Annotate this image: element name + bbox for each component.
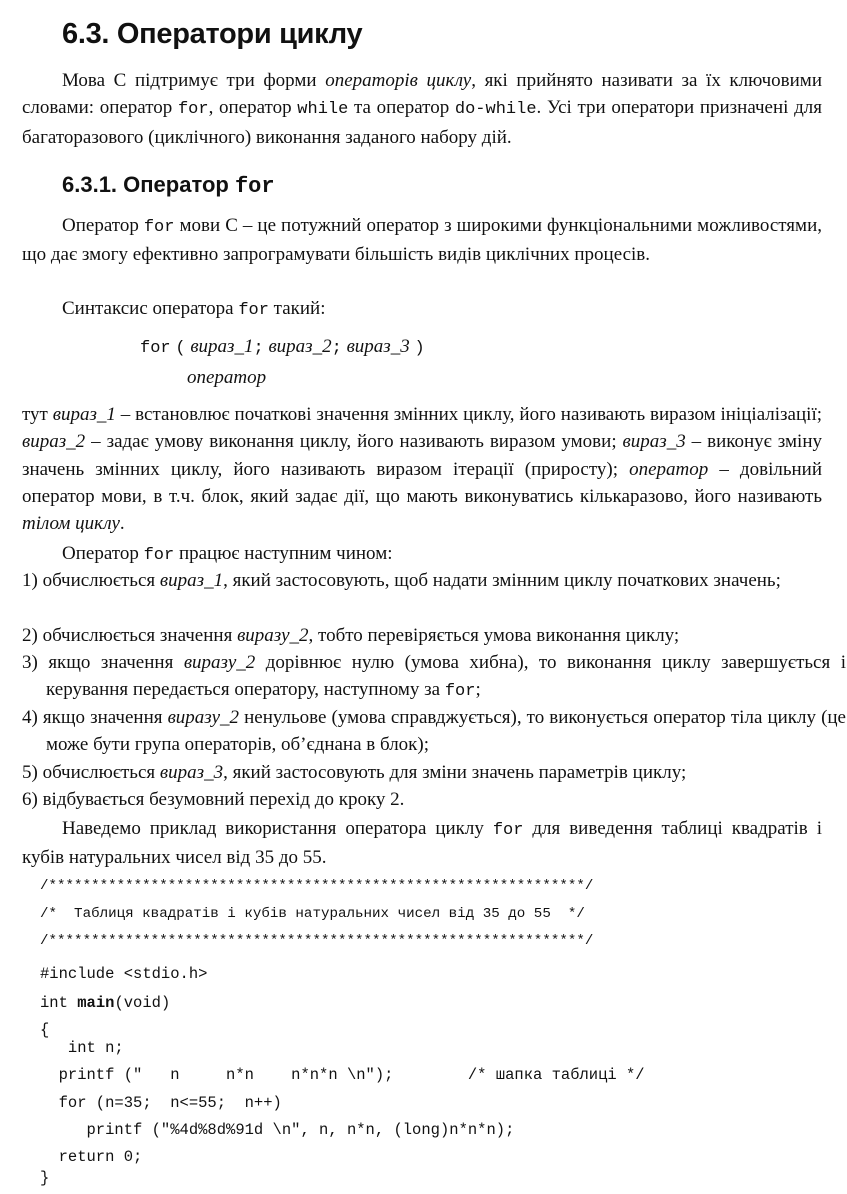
para4-text-2: працює наступним чином: [174,543,393,564]
para-example-intro [22,815,822,872]
step-2-text-a: 2) обчислюється значення [22,625,238,646]
para4-code-for: for [143,546,175,565]
para3-text-3: – задає умову виконання циклу, його називають виразом умови; [85,431,623,453]
step-3-code-for: for [444,682,476,702]
intro-code-for: for [177,100,209,120]
step-4-expr: виразу_2 [167,707,240,728]
syntax-close-paren: ) [414,339,425,358]
step-3-text-d: ; [475,679,481,701]
para5-text-2: для виведення таблиці квадратів і кубів натуральних чисел від 35 до 55. [22,818,822,869]
para3-text-2: – встановлює початкові значення змінних циклу, його називають виразом ініціалізації; [115,404,822,425]
para5-code-for: for [492,821,524,840]
para3-expr-2: вираз_2 [22,431,86,453]
step-5-text-b: , який застосовують для зміни значень параметрів циклу; [223,762,687,783]
step-4 [22,704,846,759]
step-5-text-a: 5) обчислюється [22,762,160,783]
code-return: return 0; [40,1148,143,1166]
para3-loop-body: тілом циклу [22,513,120,535]
para2-code-for: for [238,301,269,320]
para3-operator: оператор [629,458,709,480]
syntax-expr-2: вираз_2 [268,336,332,357]
subsection-title [62,172,275,199]
para2-text-2: такий: [268,298,326,319]
syntax-line [140,333,425,362]
step-5-expr: вираз_3 [159,762,224,783]
step-1-expr: вираз_1 [159,570,224,591]
code-printf-call: printf (" n n*n n*n*n \n"); [40,1066,394,1084]
code-comment-border-bottom: /***************************************************************/ [40,933,594,949]
para3-text-6: . [119,513,125,535]
step-6-text-a: 6) відбувається безумовний перехід до кроку 2. [22,789,405,810]
intro-text-3: , оператор [208,97,298,119]
code-main-params: (void) [114,994,171,1012]
syntax-body: оператор [187,367,267,388]
step-4-text-b: ненульове (умова справджується), то виконується оператор тіла циклу (це може бути група операторів, об’єднана в блок); [46,707,846,756]
para4-text-1: Оператор [62,543,144,564]
code-main-line [40,990,170,1017]
step-1 [22,567,846,594]
intro-code-do-while: do-while [454,100,537,120]
syntax-expr-3: вираз_3 [346,336,410,357]
para3-expr-3: вираз_3 [622,431,686,453]
intro-term: операторів циклу [325,70,472,91]
code-printf-header [40,1062,645,1089]
intro-paragraph [22,67,822,151]
syntax-open-paren: ( [175,339,186,358]
code-comment-title: /* Таблиця квадратів і кубів натуральних чисел від 35 до 55 */ [40,906,585,922]
para-for-description [22,212,822,269]
code-printf-comment: /* шапка таблиці */ [393,1066,645,1084]
step-5 [22,759,846,786]
syntax-keyword: for [140,339,171,358]
para5-text-1: Наведемо приклад використання оператора циклу [62,818,493,839]
code-brace-close: } [40,1169,50,1187]
code-comment-border-top: /***************************************************************/ [40,878,594,894]
para-expressions [22,401,822,537]
para2-text-1: Синтаксис оператора [62,298,239,319]
subsection-prefix: 6.3.1. Оператор [62,172,235,197]
step-4-text-a: 4) якщо значення [22,707,168,728]
step-3-text-a: 3) якщо значення [22,652,184,673]
step-3 [22,649,846,706]
para-how-it-works [22,540,822,569]
syntax-body-line [187,364,266,391]
code-main-type: int [40,994,78,1012]
step-2 [22,622,846,649]
code-declaration: int n; [40,1039,124,1057]
step-3-expr: виразу_2 [183,652,256,673]
para1-text-2: мови С – це потужний оператор з широкими функціональними можливостями, що дає змогу ефективно запрограмувати більшість видів циклічних процесів. [22,215,822,266]
syntax-semicolon-1: ; [253,339,264,358]
para3-text-4: – виконує зміну значень змінних циклу, його називають виразом ітерації (приросту); [22,431,822,480]
para1-text-1: Оператор [62,215,144,236]
code-loop-body: printf ("%4d%8d%91d \n", n, n*n, (long)n*n*n); [40,1121,515,1139]
step-3-text-b: дорівнює нулю (умова хибна), то виконання циклу завершується і керування передається оператору, наступному за [46,652,846,701]
code-include: #include <stdio.h> [40,965,208,983]
para1-code-for: for [143,218,175,237]
para3-text-1: тут [22,404,53,425]
code-for-line: for (n=35; n<=55; n++) [40,1094,282,1112]
step-2-expr: виразу_2 [237,625,309,646]
section-title: 6.3. Оператори циклу [62,18,363,50]
intro-text-5: . Усі три оператори призначені для багаторазового (циклічного) виконання заданого набору дій. [22,97,822,148]
code-brace-open: { [40,1021,50,1039]
subsection-keyword: for [234,174,275,199]
syntax-expr-1: вираз_1 [190,336,254,357]
intro-text-4: та оператор [348,97,455,119]
syntax-semicolon-2: ; [331,339,342,358]
code-main-name: main [77,994,115,1012]
step-1-text-b: , який застосовують, щоб надати змінним циклу початкових значень; [223,570,781,591]
step-2-text-b: , тобто перевіряється умова виконання циклу; [308,625,680,646]
intro-code-while: while [297,100,349,120]
intro-text-1: Мова С підтримує три форми [62,70,326,91]
para3-expr-1: вираз_1 [52,404,116,425]
step-1-text-a: 1) обчислюється [22,570,160,591]
para-syntax-intro [22,295,822,324]
step-6 [22,786,846,813]
para3-text-5: – довільний оператор мови, в т.ч. блок, який задає дії, що мають виконуватись кількаразово, його називають [22,458,822,507]
intro-text-2: , які прийнято називати за їх ключовими словами: оператор [22,70,822,119]
